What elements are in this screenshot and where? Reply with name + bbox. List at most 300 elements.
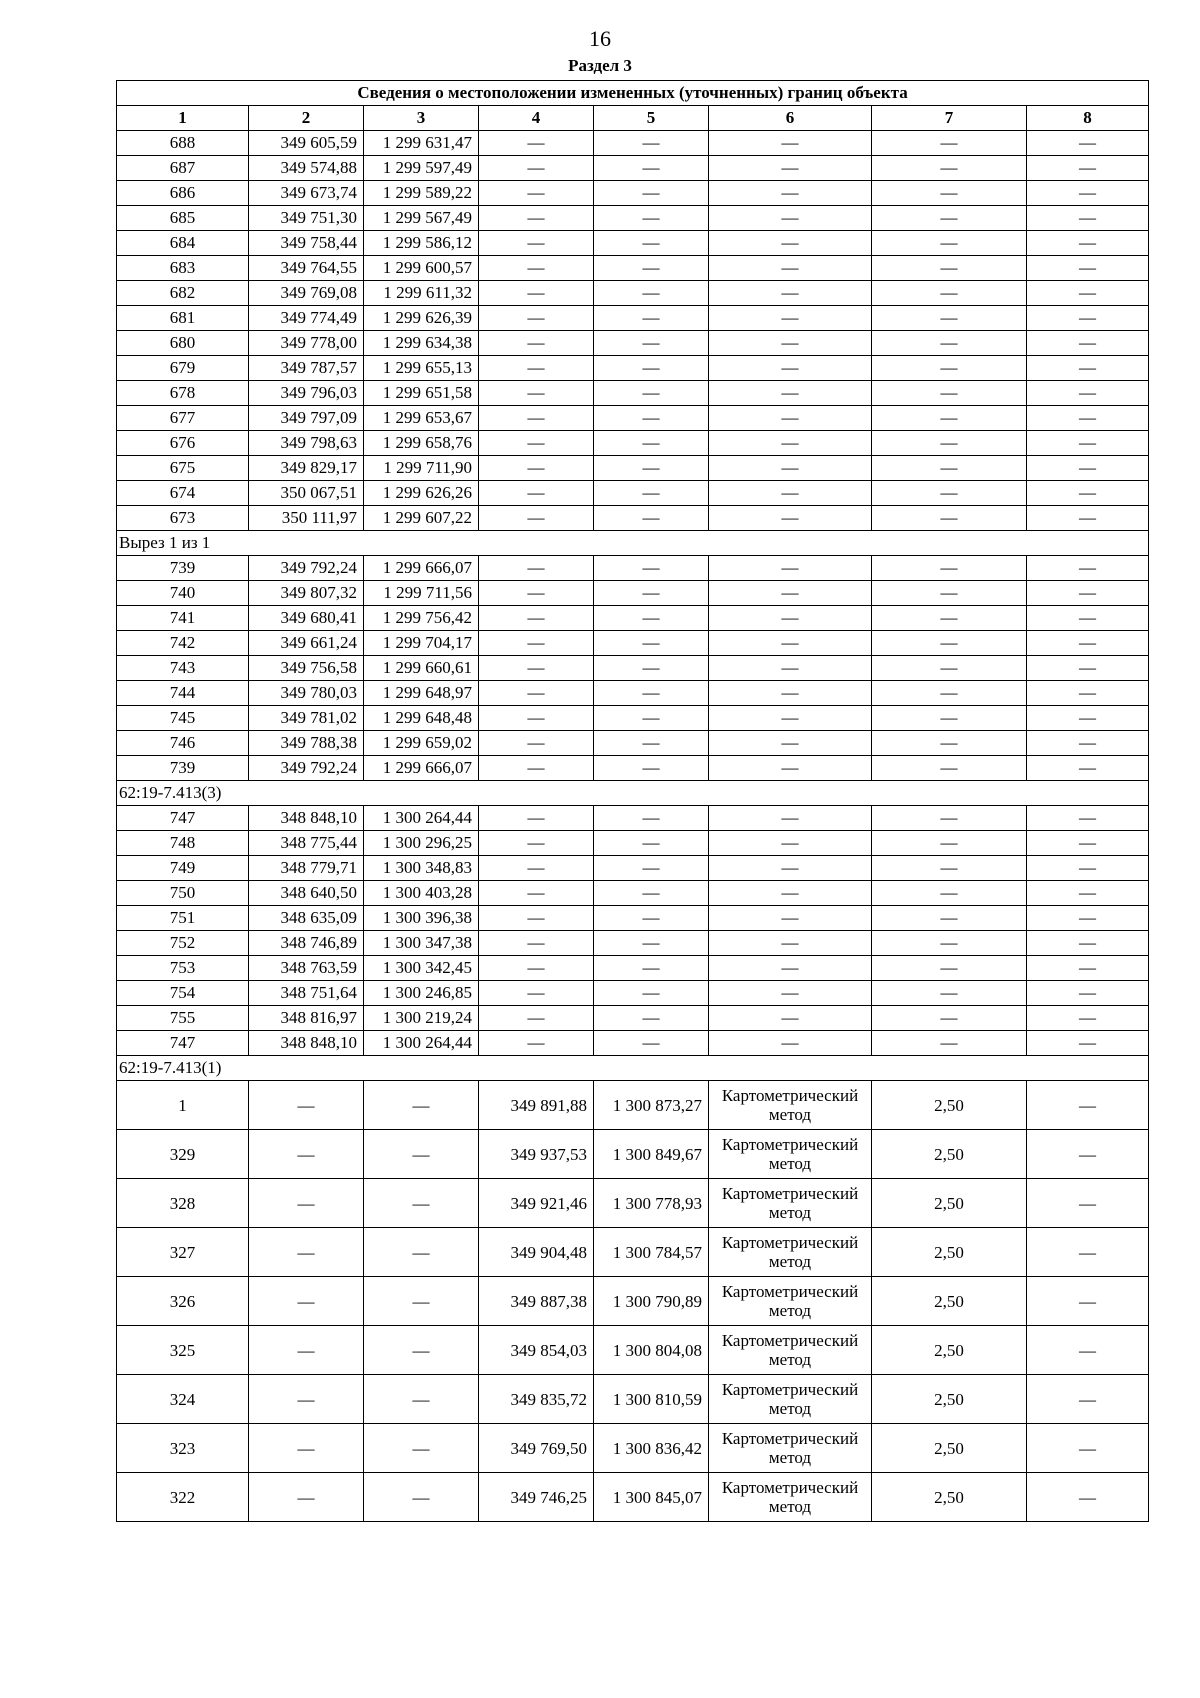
table-cell: — [479,506,594,531]
table-cell: 682 [117,281,249,306]
column-header-row [117,106,1149,131]
table-cell: 1 299 611,32 [364,281,479,306]
table-cell: 1 299 653,67 [364,406,479,431]
table-cell: 349 887,38 [479,1277,594,1326]
column-header: 6 [709,106,872,131]
table-cell: — [872,706,1027,731]
table-cell: 349 792,24 [249,756,364,781]
table-cell: 349 792,24 [249,556,364,581]
table-cell: — [1027,881,1149,906]
table-cell: — [709,506,872,531]
table-cell: 324 [117,1375,249,1424]
table-cell: — [364,1473,479,1522]
table-cell: — [1027,931,1149,956]
table-cell: 348 848,10 [249,806,364,831]
table-cell: 1 299 658,76 [364,431,479,456]
table-cell: — [1027,1006,1149,1031]
table-cell: — [1027,156,1149,181]
table-cell: 744 [117,681,249,706]
table-cell: Картометрический метод [709,1130,872,1179]
table-cell: 675 [117,456,249,481]
table-cell: 686 [117,181,249,206]
table-cell: 746 [117,731,249,756]
table-cell: 1 300 873,27 [594,1081,709,1130]
table-cell: — [872,231,1027,256]
table-cell: — [1027,281,1149,306]
table-row [117,156,1149,181]
table-cell: 673 [117,506,249,531]
table-cell: — [594,331,709,356]
table-cell: 1 299 626,26 [364,481,479,506]
table-cell: — [709,156,872,181]
table-cell: — [709,906,872,931]
table-row [117,256,1149,281]
table-cell: 1 300 264,44 [364,806,479,831]
table-cell: 752 [117,931,249,956]
table-cell: — [479,331,594,356]
table-cell: 349 769,50 [479,1424,594,1473]
table-cell: — [872,506,1027,531]
table-cell: 1 299 607,22 [364,506,479,531]
table-row [117,856,1149,881]
table-cell: — [1027,406,1149,431]
table-cell: 747 [117,1031,249,1056]
table-row [117,831,1149,856]
table-cell: 1 300 246,85 [364,981,479,1006]
table-cell: — [479,181,594,206]
table-cell: 349 787,57 [249,356,364,381]
table-cell: 739 [117,756,249,781]
table-cell: 349 854,03 [479,1326,594,1375]
table-cell: 350 067,51 [249,481,364,506]
group-label-row [117,1056,1149,1081]
table-cell: — [479,906,594,931]
table-cell: 2,50 [872,1081,1027,1130]
table-cell: 349 921,46 [479,1179,594,1228]
table-cell: — [479,731,594,756]
table-cell: 748 [117,831,249,856]
table-cell: 684 [117,231,249,256]
table-cell: 1 299 631,47 [364,131,479,156]
table-cell: — [1027,256,1149,281]
table-cell: 328 [117,1179,249,1228]
table-row [117,231,1149,256]
table-cell: — [1027,1228,1149,1277]
table-cell: 1 299 597,49 [364,156,479,181]
table-cell: Картометрический метод [709,1179,872,1228]
table-cell: — [872,206,1027,231]
table-cell: 1 299 600,57 [364,256,479,281]
table-cell: — [364,1228,479,1277]
table-cell: — [1027,1473,1149,1522]
table-cell: 349 774,49 [249,306,364,331]
table-cell: — [594,381,709,406]
table-cell: — [709,706,872,731]
table-cell: — [479,631,594,656]
table-cell: 750 [117,881,249,906]
table-cell: — [594,656,709,681]
table-cell: 1 300 396,38 [364,906,479,931]
table-cell: — [594,281,709,306]
table-cell: — [709,281,872,306]
table-cell: — [594,881,709,906]
table-row [117,1081,1149,1130]
table-row [117,381,1149,406]
table-cell: — [1027,581,1149,606]
group-label: 62:19-7.413(3) [117,781,1149,806]
table-cell: — [479,1006,594,1031]
table-cell: — [709,231,872,256]
table-cell: 1 [117,1081,249,1130]
table-cell: 687 [117,156,249,181]
table-row [117,331,1149,356]
table-cell: — [709,806,872,831]
table-cell: — [872,481,1027,506]
table-cell: — [249,1473,364,1522]
table-cell: — [1027,1277,1149,1326]
table-cell: — [479,256,594,281]
table-cell: — [1027,131,1149,156]
table-row [117,1130,1149,1179]
table-cell: — [364,1179,479,1228]
table-cell: — [1027,306,1149,331]
table-cell: 1 299 711,56 [364,581,479,606]
column-header: 5 [594,106,709,131]
table-cell: 1 300 810,59 [594,1375,709,1424]
table-cell: — [594,156,709,181]
table-cell: 1 299 756,42 [364,606,479,631]
table-caption: Сведения о местоположении измененных (уточненных) границ объекта [117,81,1149,106]
table-cell: — [709,656,872,681]
table-cell: 349 661,24 [249,631,364,656]
table-cell: — [709,881,872,906]
table-cell: 745 [117,706,249,731]
table-cell: — [1027,456,1149,481]
table-cell: 678 [117,381,249,406]
table-cell: — [709,381,872,406]
table-cell: — [872,156,1027,181]
table-cell: Картометрический метод [709,1424,872,1473]
table-cell: 1 299 666,07 [364,556,479,581]
table-cell: — [872,431,1027,456]
table-cell: 349 758,44 [249,231,364,256]
table-row [117,281,1149,306]
table-cell: 2,50 [872,1130,1027,1179]
table-cell: — [594,1006,709,1031]
table-cell: — [1027,656,1149,681]
table-cell: 1 300 342,45 [364,956,479,981]
table-cell: — [872,131,1027,156]
table-row [117,881,1149,906]
table-cell: — [872,606,1027,631]
table-cell: — [872,656,1027,681]
table-cell: 349 756,58 [249,656,364,681]
table-cell: — [1027,706,1149,731]
table-cell: — [479,681,594,706]
table-row [117,181,1149,206]
table-cell: 348 763,59 [249,956,364,981]
table-cell: — [872,631,1027,656]
table-cell: — [479,856,594,881]
table-cell: 1 299 648,97 [364,681,479,706]
table-cell: — [249,1326,364,1375]
table-cell: 349 778,00 [249,331,364,356]
table-cell: — [364,1277,479,1326]
table-cell: — [1027,481,1149,506]
table-cell: 751 [117,906,249,931]
table-cell: 2,50 [872,1277,1027,1326]
table-cell: 348 751,64 [249,981,364,1006]
table-cell: 349 835,72 [479,1375,594,1424]
table-row [117,456,1149,481]
table-cell: 1 300 784,57 [594,1228,709,1277]
table-cell: — [872,681,1027,706]
table-cell: 681 [117,306,249,331]
table-cell: 325 [117,1326,249,1375]
table-cell: — [594,181,709,206]
table-cell: — [709,731,872,756]
table-cell: 1 299 651,58 [364,381,479,406]
table-cell: 680 [117,331,249,356]
table-cell: — [1027,1326,1149,1375]
table-cell: — [709,356,872,381]
table-cell: 742 [117,631,249,656]
table-cell: — [594,581,709,606]
table-cell: — [249,1424,364,1473]
table-cell: — [709,181,872,206]
group-label-row [117,531,1149,556]
table-cell: — [709,306,872,331]
table-cell: — [479,306,594,331]
table-cell: 1 299 589,22 [364,181,479,206]
column-header: 1 [117,106,249,131]
table-cell: 683 [117,256,249,281]
table-cell: — [594,631,709,656]
table-cell: — [594,481,709,506]
table-cell: — [479,806,594,831]
table-row [117,1326,1149,1375]
table-cell: 348 816,97 [249,1006,364,1031]
table-row [117,981,1149,1006]
table-cell: — [479,756,594,781]
table-cell: — [1027,1081,1149,1130]
table-cell: 349 807,32 [249,581,364,606]
table-cell: — [872,931,1027,956]
table-cell: — [479,456,594,481]
table-cell: 349 798,63 [249,431,364,456]
table-row [117,631,1149,656]
table-cell: — [709,956,872,981]
table-cell: — [594,556,709,581]
table-cell: — [594,506,709,531]
table-cell: — [1027,381,1149,406]
table-cell: — [872,581,1027,606]
table-cell: — [479,131,594,156]
table-row [117,581,1149,606]
table-cell: — [594,256,709,281]
table-row [117,656,1149,681]
table-cell: — [479,281,594,306]
table-cell: — [872,1031,1027,1056]
table-row [117,1375,1149,1424]
table-cell: — [479,581,594,606]
table-cell: — [594,856,709,881]
table-cell: 323 [117,1424,249,1473]
table-cell: 2,50 [872,1326,1027,1375]
table-cell: 1 299 704,17 [364,631,479,656]
table-cell: 1 300 778,93 [594,1179,709,1228]
table-row [117,906,1149,931]
table-cell: 740 [117,581,249,606]
table-cell: 1 300 264,44 [364,1031,479,1056]
table-cell: — [1027,231,1149,256]
table-cell: — [479,981,594,1006]
table-cell: 322 [117,1473,249,1522]
table-cell: — [249,1179,364,1228]
table-cell: — [364,1130,479,1179]
table-cell: Картометрический метод [709,1277,872,1326]
table-cell: 1 300 296,25 [364,831,479,856]
table-cell: — [872,556,1027,581]
table-cell: — [1027,356,1149,381]
table-row [117,556,1149,581]
table-cell: 685 [117,206,249,231]
table-cell: — [709,606,872,631]
table-cell: — [709,481,872,506]
table-cell: 1 299 567,49 [364,206,479,231]
table-cell: — [594,931,709,956]
table-cell: — [479,656,594,681]
table-cell: 349 673,74 [249,181,364,206]
table-cell: — [709,756,872,781]
table-cell: — [364,1081,479,1130]
table-cell: 1 299 711,90 [364,456,479,481]
group-label-row [117,781,1149,806]
table-cell: — [872,806,1027,831]
section-title: Раздел 3 [568,56,632,75]
column-header: 3 [364,106,479,131]
table-cell: 349 891,88 [479,1081,594,1130]
table-cell: 679 [117,356,249,381]
boundary-table [116,80,1149,1522]
table-cell: 1 299 659,02 [364,731,479,756]
table-row [117,356,1149,381]
table-cell: 348 779,71 [249,856,364,881]
table-cell: 1 300 849,67 [594,1130,709,1179]
table-cell: 329 [117,1130,249,1179]
table-cell: — [872,331,1027,356]
table-cell: — [594,406,709,431]
table-row [117,756,1149,781]
table-cell: — [872,831,1027,856]
table-row [117,481,1149,506]
table-cell: — [1027,1031,1149,1056]
table-cell: — [1027,506,1149,531]
table-cell: — [872,981,1027,1006]
table-cell: — [709,981,872,1006]
table-cell: 327 [117,1228,249,1277]
table-cell: 1 300 347,38 [364,931,479,956]
table-row [117,1179,1149,1228]
table-row [117,1277,1149,1326]
table-cell: — [594,231,709,256]
column-header: 4 [479,106,594,131]
table-row [117,406,1149,431]
table-cell: — [709,631,872,656]
table-cell: — [1027,631,1149,656]
table-cell: 348 640,50 [249,881,364,906]
table-cell: 2,50 [872,1473,1027,1522]
table-cell: — [709,1031,872,1056]
table-cell: — [709,256,872,281]
table-cell: Картометрический метод [709,1473,872,1522]
table-cell: 739 [117,556,249,581]
table-cell: — [1027,956,1149,981]
table-cell: — [364,1326,479,1375]
table-cell: — [872,756,1027,781]
table-cell: — [1027,756,1149,781]
table-cell: 688 [117,131,249,156]
table-cell: — [709,406,872,431]
table-cell: — [479,556,594,581]
table-row [117,931,1149,956]
table-cell: 1 300 836,42 [594,1424,709,1473]
table-cell: — [1027,731,1149,756]
table-cell: — [479,406,594,431]
table-cell: 674 [117,481,249,506]
table-cell: — [872,306,1027,331]
table-cell: — [594,956,709,981]
table-cell: 1 300 845,07 [594,1473,709,1522]
table-body [117,131,1149,1522]
table-row [117,1228,1149,1277]
table-cell: — [709,581,872,606]
table-cell: — [872,406,1027,431]
table-cell: — [709,131,872,156]
table-cell: — [594,131,709,156]
table-row [117,431,1149,456]
table-cell: — [594,806,709,831]
table-cell: — [1027,206,1149,231]
table-cell: 1 300 790,89 [594,1277,709,1326]
table-cell: — [364,1375,479,1424]
table-cell: — [594,681,709,706]
table-cell: — [872,256,1027,281]
table-cell: — [594,1031,709,1056]
table-cell: 1 299 586,12 [364,231,479,256]
table-cell: — [1027,431,1149,456]
table-cell: 349 797,09 [249,406,364,431]
table-row [117,731,1149,756]
table-cell: 349 680,41 [249,606,364,631]
table-cell: 1 300 348,83 [364,856,479,881]
table-cell: — [249,1375,364,1424]
table-cell: — [249,1228,364,1277]
table-cell: 1 300 219,24 [364,1006,479,1031]
table-caption-row [117,81,1149,106]
table-cell: — [709,431,872,456]
table-row [117,206,1149,231]
table-cell: — [479,881,594,906]
table-cell: — [594,731,709,756]
table-cell: — [872,356,1027,381]
table-cell: — [709,681,872,706]
table-cell: — [872,906,1027,931]
table-cell: — [1027,181,1149,206]
table-cell: — [594,356,709,381]
table-cell: — [1027,831,1149,856]
table-cell: 1 299 626,39 [364,306,479,331]
